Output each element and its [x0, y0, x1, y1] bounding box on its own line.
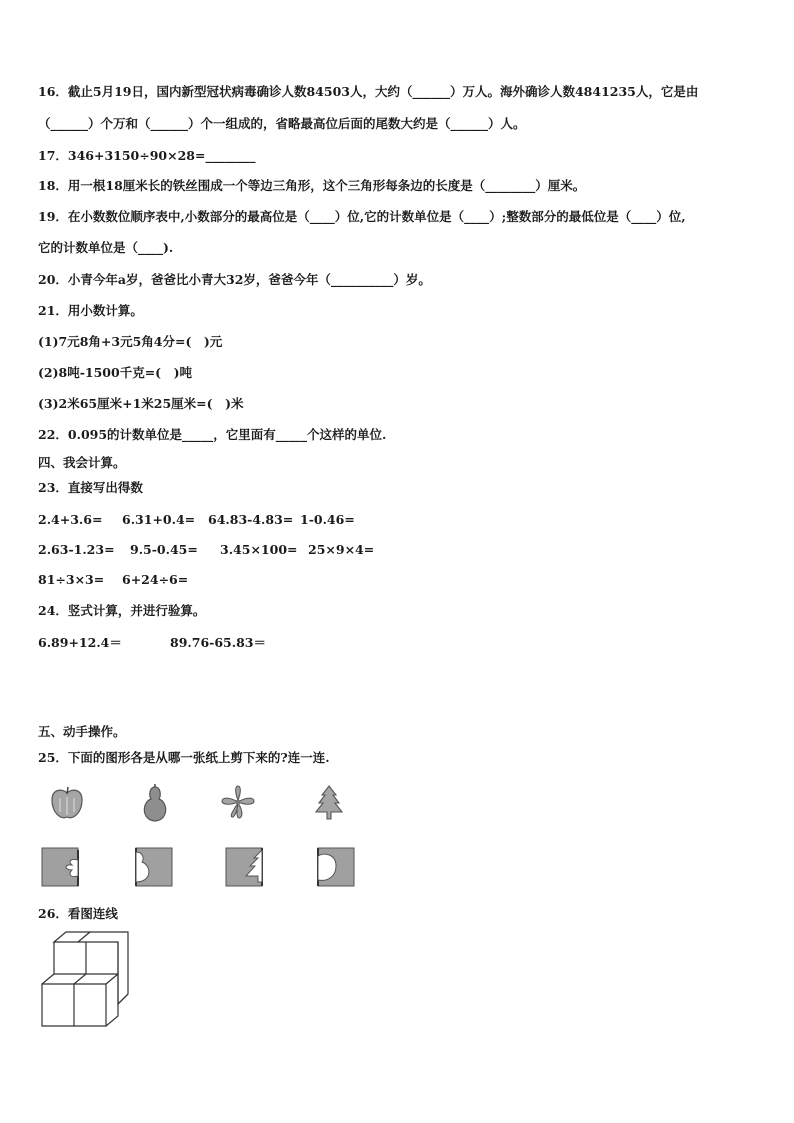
- question-19-line-2: 它的计数单位是（____).: [38, 240, 174, 255]
- calc-item: 3.45×100=: [220, 542, 298, 557]
- apple-cutout-icon[interactable]: [48, 786, 86, 822]
- question-24-items: [38, 635, 266, 651]
- question-21-item-2: (2)8吨-1500千克=( )吨: [38, 365, 193, 380]
- calc-item: 2.4+3.6=: [38, 512, 103, 527]
- question-20: 20．小青今年a岁，爸爸比小青大32岁，爸爸今年（__________）岁。: [38, 272, 431, 287]
- calc-item: 6.31+0.4=: [122, 512, 196, 527]
- question-16-line-2: （______）个万和（______）个一组成的，省略最高位后面的尾数大约是（______）人。: [38, 116, 526, 131]
- vertical-calc-item: 6.89+12.4＝: [38, 635, 122, 650]
- question-19-line-1: 19．在小数数位顺序表中,小数部分的最高位是（____）位,它的计数单位是（____）;整数部分的最低位是（____）位,: [38, 209, 686, 224]
- tree-cutout-icon[interactable]: [314, 784, 344, 822]
- paper-apple-half-icon[interactable]: [314, 846, 358, 888]
- question-23-row-1: [38, 512, 355, 528]
- question-21-title: 21．用小数计算。: [38, 303, 143, 318]
- paper-gourd-half-icon[interactable]: [132, 846, 176, 888]
- question-23-title: 23．直接写出得数: [38, 480, 143, 495]
- question-23-row-3: [38, 572, 188, 588]
- flower-cutout-icon[interactable]: [218, 784, 258, 822]
- question-24-title: 24．竖式计算，并进行验算。: [38, 603, 206, 618]
- question-22: 22．0.095的计数单位是_____，它里面有_____个这样的单位.: [38, 427, 387, 442]
- calc-item: 6+24÷6=: [122, 572, 189, 587]
- question-26-title: 26．看图连线: [38, 906, 118, 921]
- calc-item: 1-0.46=: [300, 512, 355, 527]
- question-23-row-2: [38, 542, 374, 558]
- section-4-heading: 四、我会计算。: [38, 455, 126, 470]
- calc-item: 25×9×4=: [308, 542, 375, 557]
- paper-flower-half-icon[interactable]: [40, 846, 84, 888]
- gourd-cutout-icon[interactable]: [138, 784, 172, 824]
- section-5-heading: 五、动手操作。: [38, 724, 126, 739]
- paper-tree-half-icon[interactable]: [224, 846, 268, 888]
- cube-stack-figure[interactable]: [38, 930, 132, 1030]
- calc-item: 9.5-0.45=: [130, 542, 198, 557]
- question-16-line-1: 16．截止5月19日，国内新型冠状病毒确诊人数84503人，大约（______）万人。海外确诊人数4841235人，它是由: [38, 84, 699, 99]
- question-21-item-3: (3)2米65厘米+1米25厘米=( )米: [38, 396, 244, 411]
- question-17: 17．346+3150÷90×28=________: [38, 148, 256, 163]
- question-21-item-1: (1)7元8角+3元5角4分=( )元: [38, 334, 223, 349]
- calc-item: 81÷3×3=: [38, 572, 105, 587]
- question-25-title: 25．下面的图形各是从哪一张纸上剪下来的?连一连.: [38, 750, 330, 765]
- calc-item: 64.83-4.83=: [208, 512, 294, 527]
- question-18: 18．用一根18厘米长的铁丝围成一个等边三角形，这个三角形每条边的长度是（________）厘米。: [38, 178, 586, 193]
- vertical-calc-item: 89.76-65.83＝: [170, 635, 266, 650]
- calc-item: 2.63-1.23=: [38, 542, 115, 557]
